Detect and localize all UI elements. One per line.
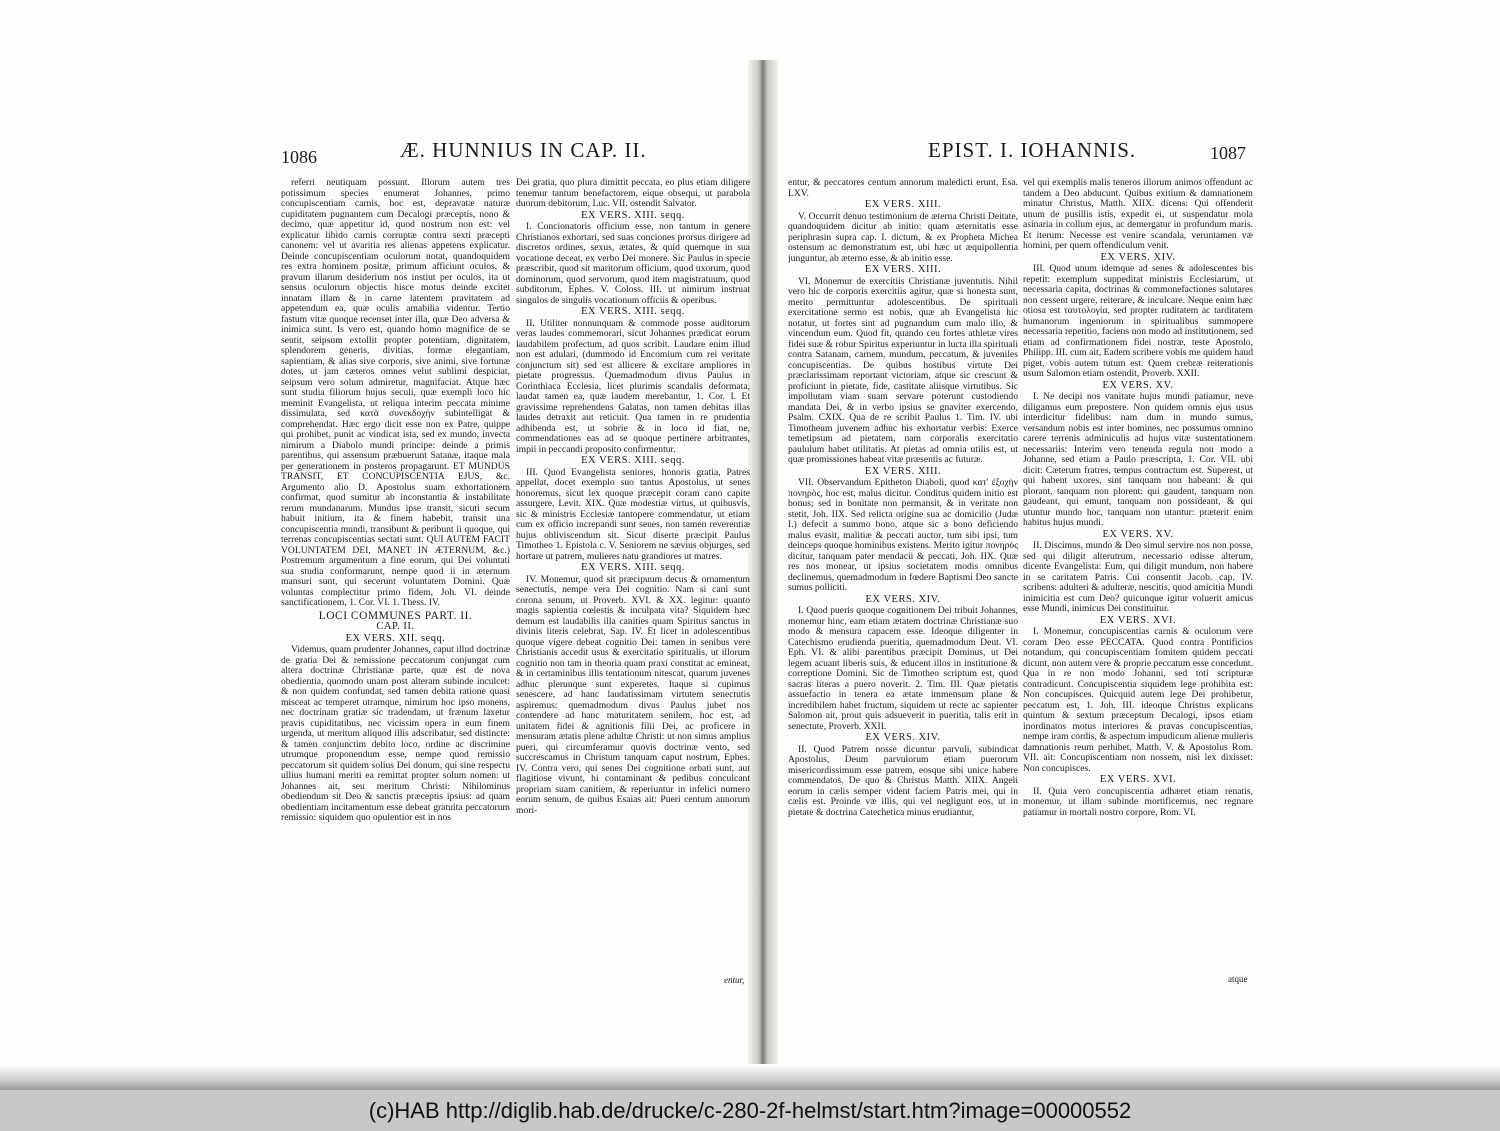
text-paragraph: Dei gratia, quo plura dimittit peccata, eo plus etiam diligere tenemur tantum benefactorem, eique obsequi, ut parabola duorum debitorum, Luc. VII. ostendit Salvator. — [516, 178, 750, 209]
page-number-right: 1087 — [1210, 143, 1246, 163]
text-paragraph: Videmus, quam prudenter Johannes, caput illud doctrinæ de gratia Dei & remissione peccatorum conjungat cum altera doctrinæ Christianæ parte, quæ est de nova obedientia, quomodo unam post alteram subinde inculcet: & non quidem confundat, sed tamen debita ratione quasi misceat ac temperet utramque, nimirum hoc ipso monens, nec doctrinam gratiæ sic tradendam, ut frænum laxetur pravis cupiditatibus, nec vicissim opera in eum finem urgenda, ut meritum aliquod illis adscribatur, sed distincte: & tamen conjunctim debito loco, ordine ac discrimine utrumque proponendum esse, nempe quod remissio peccatorum sit quidem solius Dei donum, qui sine respectu ullius humani meriti ea remittat propter solum nomen: ut Johannes ait, seu meritum Christi: Nihilominus obediendum sit Deo & sanctis præceptis ipsius: ad quam obedientiam incitamentum esse debeat gratuita peccatorum remissio: siquidem quo opulentior est in nos — [281, 644, 510, 823]
section-heading: EX VERS. XIV. — [865, 593, 941, 605]
section-heading: EX VERS. XV. — [1102, 379, 1174, 391]
text-paragraph: IV. Monemur, quod sit præcipuum decus & ornamentum senectutis, nempe vera Dei cognitio. Nam si cani sunt corona senum, ut Proverb. XVI. & XX. legitur: quanto magis sapientia cœlestis & inculpata vita? Siquidem hæc demum est laudabilis illa canities quam Spiritus sanctus in divinis literis celebrat, Sap. IV. Et licet in adolescentibus quoque vigere debeat cognitio Dei: tamen in senibus vere Christianis accedit usus & exercitatio spiritualis, ut illorum cognitio non tam in theoria quam praxi constitat ac emineat, & in certaminibus illis tentationum nitescat, quarum juvenes adhuc plerunque sunt experetes. Itaque si cupimus senescere, ad hanc laudatissimam virtutem senectutis aspiremus: quemadmodum divus Paulus jubet nos contendere ad hanc maturitatem senilem, hoc est, ad unitatem fidei & agnitionis filii Dei, ac proficere in mensuram ætatis plene adultæ Christi: ut non simus amplius pueri, qui circumferamur quovis doctrinæ vento, sed succrescamus in Christum tanquam caput nostrum, Ephes. IV. Contra vero, qui senes Dei cognitione orbati sunt, aut flagitiose vivunt, hi contaminant & pedibus conculcant propriam suam canitiem, & reperiuntur in infelici numero eorum senum, de quibus Esaias ait: Pueri centum annorum mori- — [516, 573, 750, 816]
section-heading: EX VERS. XV. — [1102, 528, 1174, 540]
catchword-right: atque — [1228, 974, 1248, 984]
text-paragraph: VII. Observandum Epitheton Diaboli, quod κατ' ἐξοχὴν πονηρὸς, hoc est, malus dicitur. Conditus quidem initio est bonus; sed in bonitate non permansit, & in veritate non stetit, Joh. IIX. Sed relicta origine sua ac domicilio (Judæ I.) defecit a summo bono, atque sic a bono deficiendo malus evasit, malitiæ & peccati auctor, tum sibi ipsi, tum deinceps quoque hominibus existens. Merito igitur πονηρὸς dicitur, tanquam pater mendacii & peccati, Joh. IIX. Quæ res nos monear, ut ipsius societatem modis omnibus declinemus, quemadmodum in fœdere Baptismi Deo sancte sumus polliciti. — [788, 477, 1018, 593]
text-paragraph: VI. Monemur de exercitiis Christianæ juventutis. Nihil vero hic de corporis exercitiis agitur, quæ si honesta sunt, merito permittuntur adolescentibus. De spirituali exercitatione sermo est nobis, quæ ab Evangelista hic notatur, ut fortes sint ad pugnandum cum malo illo, & vincendum eum. Quod fit, quando ceu fortes athletæ vires fidei suæ & robur Spiritus experiuntur in lucta illa spirituali contra Satanam, carnem, mundum, peccatum, & juveniles concupiscentias. De quibus hostibus virtute Dei præclarissimam reportant victoriam, atque sic crescunt & proficiunt in pietate, fide, castitate aliisque virtutibus. Sic impollutam viam suam servare poterunt custodiendo mandata Dei, & in verbo ipsius se gnaviter exercendo, Psalm. CXIX. Qua de re scribit Paulus 1. Tim. IV. ubi Timotheum juvenem adhuc his exhortatur verbis: Exerce temetipsum ad pietatem, nam corporalis exercitatio paululum habet utilitatis. At pietas ad omnia utilis est, ut quæ promissiones habeat vitæ præsentis ac futuræ. — [788, 275, 1018, 465]
text-paragraph: II. Utiliter nonnunquam & commode posse auditorum veras laudes commemorari, sicut Johannes prædicat eorum laudabilem profectum, ad quos scribit. Laudare enim illud non est adulari, (dummodo id Encomium cum rei veritate conjunctum sit) sed est allicere & excitare ampliores in pietate progressus. Quemadmodum divus Paulus in Corinthiaca Ecclesia, licet plurimis scandalis deformata, laudat tamen ea, quæ laudem merebantur, 1. Cor. I. Et gravissime reprehendens Galatas, non tamen debitas illas laudes detraxit aut reticuit. Qua tamen in re prudentia adhibenda est, ut sobrie & in loco id fiat, ne, commendationes eas ad se quoque pertinere arbitrantes, impii in peccandi proposito confirmentur. — [516, 317, 750, 455]
text-paragraph: I. Monemur, concupiscentias carnis & oculorum vere coram Deo esse PECCATA. Quod contra Pontificios notandum, qui concupiscentiam fomitem quidem peccati dicunt, non autem vere & proprie peccatum esse concedunt. Qua in re non modo Johanni, sed toti scripturæ contradicunt. Concupiscentia siquidem lege prohibita est: Non concupisces. Quicquid autem lege Dei prohibetur, peccatum est, 1. Joh. III. ideoque Christus explicans quintum & sextum præceptum Decalogi, ipsos etiam inordinatos motus interiores & pravas concupiscentias, nempe iram cordis, & aspectum impudicum alienæ mulieris damnationis reum perhibet, Matth. V. & Apostolus Rom. VII. ait: Concupiscentiam non nossem, nisi lex dixisset: Non concupisces. — [1023, 626, 1253, 774]
right-page-column-2 — [1023, 178, 1253, 968]
page-number-left: 1086 — [281, 147, 317, 167]
section-heading: EX VERS. XIII. seqq. — [581, 209, 685, 221]
section-heading: EX VERS. XIV. — [865, 732, 941, 743]
section-heading: EX VERS. XIII. — [864, 199, 942, 210]
gutter-shadow — [748, 60, 778, 1090]
text-paragraph: vel qui exemplis malis teneros illorum animos offendunt ac tandem a Deo abducunt. Quibus exitium & damnationem minatur Christus, Matth. XIIX. dicens: Qui offenderit unum de pusillis istis, expedit ei, ut suspendatur mola asinaria in collum ejus, ac demergatur in profundum maris. Et iterum: Necesse est venire scandala, veruntamen væ homini, per quem offendiculum venit. — [1023, 178, 1253, 251]
source-citation-bar — [0, 1090, 1500, 1131]
running-head-right: EPIST. I. IOHANNIS. — [928, 138, 1137, 162]
page-edge — [0, 1064, 1500, 1090]
text-paragraph: II. Quod Patrem nosse dicuntur parvuli, subindicat Apostolus, Deum parvulorum etiam puerorum misericordissimum esse patrem, eosque sibi unice habere commendatos. De quo & Christus Matth. XIIX. Angeli eorum in cælis semper vident faciem Patris mei, qui in cælis est. Proinde væ illis, qui vel negligunt eos, ut in pietate & doctrina Catechetica minus erudiantur, — [788, 743, 1018, 818]
text-paragraph: II. Quia vero concupiscentia adhæret etiam renatis, monemur, ut illam subinde mortificemus, nec regnare patiamur in mortali nostro corpore, Rom. VI. — [1023, 785, 1253, 818]
running-head-left: Æ. HUNNIUS IN CAP. II. — [400, 138, 647, 162]
section-heading: EX VERS. XIII. seqq. — [581, 306, 685, 317]
section-heading: EX VERS. XVI. — [1099, 614, 1177, 626]
section-heading: EX VERS. XIII. — [864, 264, 942, 275]
text-paragraph: V. Occurrit denuo testimonium de æterna Christi Deitate, quandoquidem dicitur ab initio: quam æternitatis esse periphrasin supra cap. I. dictum, & ex Propheta Michea ostensum ac demonstratum est, ubi hæc ut æquipollentia junguntur, ab æterno esse, & ab initio esse. — [788, 210, 1018, 264]
section-heading: CAP. II. — [376, 621, 415, 632]
left-page-column-1 — [281, 178, 510, 978]
text-paragraph: referri neutiquam possunt. Illorum autem tres potissimum species enumerat Johannes, primo concupiscentiam carnis, hoc est, depravatæ naturæ cupiditatem pugnantem cum Decalogi præceptis, nono & decimo, quæ appetitur id, quod nostrum non est: vel explicatur libido carnis corruptæ contra sexti præcepti canonem: vel ut avaritia res alienas appetens explicatur. Deinde concupiscentiam oculorum notat, quandoquidem res extra hominem positæ, primum afficiunt oculos, & pravum illarum desiderium nos instiut per oculos, ita ut sensus oculorum objectis hisce motus deinde excitet innatam illam & in carne latentem pravitatem ad appetendum ea, quæ oculis amabilia videntur. Tertio fastum vitæ quoque recenset inter illa, quæ Deo adversa & inimica sunt. Is vero est, quando homo magnifice de se sentit, seipsum extollit propter potentiam, dignitatem, splendorem generis, divitias, formæ elegantiam, sapientiam, & alias sive corporis, sive animi, sive fortunæ dotes, ut jam cæteros omnes velut sublimi despiciat, seipsum vero solum admiretur, magnifaciat. Atque hæc sunt studia filiorum hujus seculi, quæ exempli loco hic meminit Evangelista, ut reliqua interim peccata minime dissimulata, sed κατὰ συνεκδοχὴν subintelligat & comprehendat. Hæc ergo dicit esse non ex Patre, quippe qui prohibet, punit ac vindicat ista, sed ex mundo, invecta nimirum a Diabolo mundi principe: deinde a primis parentibus, qui assensum præbuerunt Satanæ, itaque mala per generationem in posteros propagarunt. ET MUNDUS TRANSIT, ET CONCUPISCENTIA EJUS, &c. Argumento alio D. Apostolus suam exhortationem confirmat, quod sumitur ab inconstantia & instabilitate rerum mundanarum. Mundus ipse transit, sicuti secum habuit initium, ita & finem habebit, transit una concupiscentia mundi, transibunt & peribunt ii quoque, qui terrenas concupiscentias sectati sunt. QUI AUTEM FACIT VOLUNTATEM DEI, MANET IN ÆTERNUM, &c.) Postremum argumentum a fine eorum, qui Dei voluntati sua studia conformarunt, nempe quod ii in æternum mansuri sunt, qui secerunt voluntatem Domini. Quæ voluntas complectitur primo fidem, Joh. VI. deinde sanctificationem, 1. Cor. VI. 1. Thess. IV. — [281, 178, 510, 608]
section-heading: EX VERS. XVI. — [1099, 774, 1177, 785]
section-heading: EX VERS. XIV. — [1100, 251, 1176, 263]
right-page-column-1 — [788, 178, 1018, 968]
left-page-column-2 — [516, 178, 750, 978]
part-heading: LOCI COMMUNES PART. II. — [318, 609, 473, 622]
text-paragraph: I. Quod pueris quoque cognitionem Dei tribuit Johannes, monemur hinc, eam etiam ætatem doctrinæ Christianæ suo modo & mensura capacem esse. Ideoque diligenter in Catechismo erudienda pueritia, quemadmodum Deut. VI. Eph. VI. & alibi parentibus præcipit Dominus, ut Dei legem acuant liberis suis, & educent illos in institutione & correptione Domini. Sic de Timotheo scriptum est, quod sacras literas a puero noverit. 2. Tim. III. Quæ pietatis assuefactio in tenera ea ætate immensum plane & incredibilem habet fructum, siquidem ut recte ac sapienter Salomon ait, prout quis adsueverit in pueritia, talis erit in senectute, Proverb. XXII. — [788, 605, 1018, 732]
source-citation-url: (c)HAB http://diglib.hab.de/drucke/c-280-2f-helmst/start.htm?image=00000552 — [368, 1097, 1132, 1123]
section-heading: EX VERS. XIII. seqq. — [581, 455, 685, 466]
text-paragraph: III. Quod unum idemque ad senes & adolescentes bis repetit: exemplum suppeditat ministris Ecclesiarum, ut necessaria capita, doctrinas & commonefactiones salutares non cessent urgere, reiterare, & inculcare. Neque enim hæc otiosa est ταυτολογία, sed propter ruditatem ac tarditatem humanorum ingeniorum in spiritualibus summopere necessaria repetitio, faciens non modo ad institutionem, sed etiam ad confirmationem fidei nostræ, teste Apostolo, Philipp. III. cum ait, Eadem scribere vobis me quidem haud piget, vobis autem tutum est. Quem crebræ reiterationis usum Salomon etiam ostendit, Proverb. XXII. — [1023, 263, 1253, 379]
section-heading: EX VERS. XIII. seqq. — [581, 562, 685, 573]
text-paragraph: I. Concionatoris officium esse, non tantum in genere Christianos exhortari, sed suas conciones prorsus dirigere ad discretos ordines, sexus, ætates, & quid quemque in sua vocatione deceat, ex verbo Dei monere. Sic Paulus in specie præscribit, quod sit maritorum officium, quod uxorum, quod dominorum, quod servorum, quod item magistratuum, quod subditorum, Ephes. V. Coloss. III. ut nimirum instruat singulos de singulis vocationum officiis & operibus. — [516, 221, 750, 306]
text-paragraph: entur, & peccatores centum annorum maledicti erunt, Esa. LXV. — [788, 178, 1018, 199]
section-heading: EX VERS. XII. seqq. — [345, 632, 446, 644]
section-heading: EX VERS. XIII. — [864, 465, 942, 477]
catchword-left: entur, — [724, 975, 745, 985]
text-paragraph: II. Discimus, mundo & Deo simul servire nos non posse, sed qui diligit alterutrum, necessario odisse alterum, dicente Evangelista: Eum, qui diligit mundum, non habere in se caritatem Patris. Cui consentit Jacob. cap. IV. scribens: adulteri & adulteræ, nescitis, quod amicitia Mundi inimicitia est cum Deo? quicunque igitur voluerit amicus esse Mundi, inimicus Dei constituitur. — [1023, 540, 1253, 614]
text-paragraph: III. Quod Evangelista seniores, honoris gratia, Patres appellat, docet exemplo suo tantus Apostolus, ut senes honoremus, sicut lex quoque præcepit coram cano capite assurgere, Levit. XIX. Quæ modestiæ virtus, ut quibusvis, sic & ministris Ecclesiæ tantopere commendatur, ut etiam cum ex officio increpandi sunt senes, non tamen reverentiæ hujus obliviscendum sit. Sicut diserte præcipit Paulus Timotheo 1. Epistola c. V. Seniorem ne sævius objurges, sed hortare ut patrem, mulieres natu grandiores ut matres. — [516, 466, 750, 562]
text-paragraph: I. Ne decipi nos vanitate hujus mundi patiamur, neve diligamus eum prepostere. Non quidem omnis ejus usus interdicitur fidelibus: nam dum in mundo sumus, versandum nobis est inter homines, nec possumus omnino carere terrenis adminiculis ad hujus vitæ sustentationem necessariis: Interim vero tenenda regula non modo a Johanne, sed etiam a Paulo præscripta, 1. Cor. VII. ubi dicit: Cæterum fratres, tempus contractum est. Superest, ut qui habent uxores, sint tanquam non habeant: & qui plorant, tanquam non plorent: qui gaudent, tanquam non gaudeant, qui emunt, tanquam non possideant, & qui utuntur mundo hoc, tanquam non utantur: præterit enim habitus hujus mundi. — [1023, 391, 1253, 528]
